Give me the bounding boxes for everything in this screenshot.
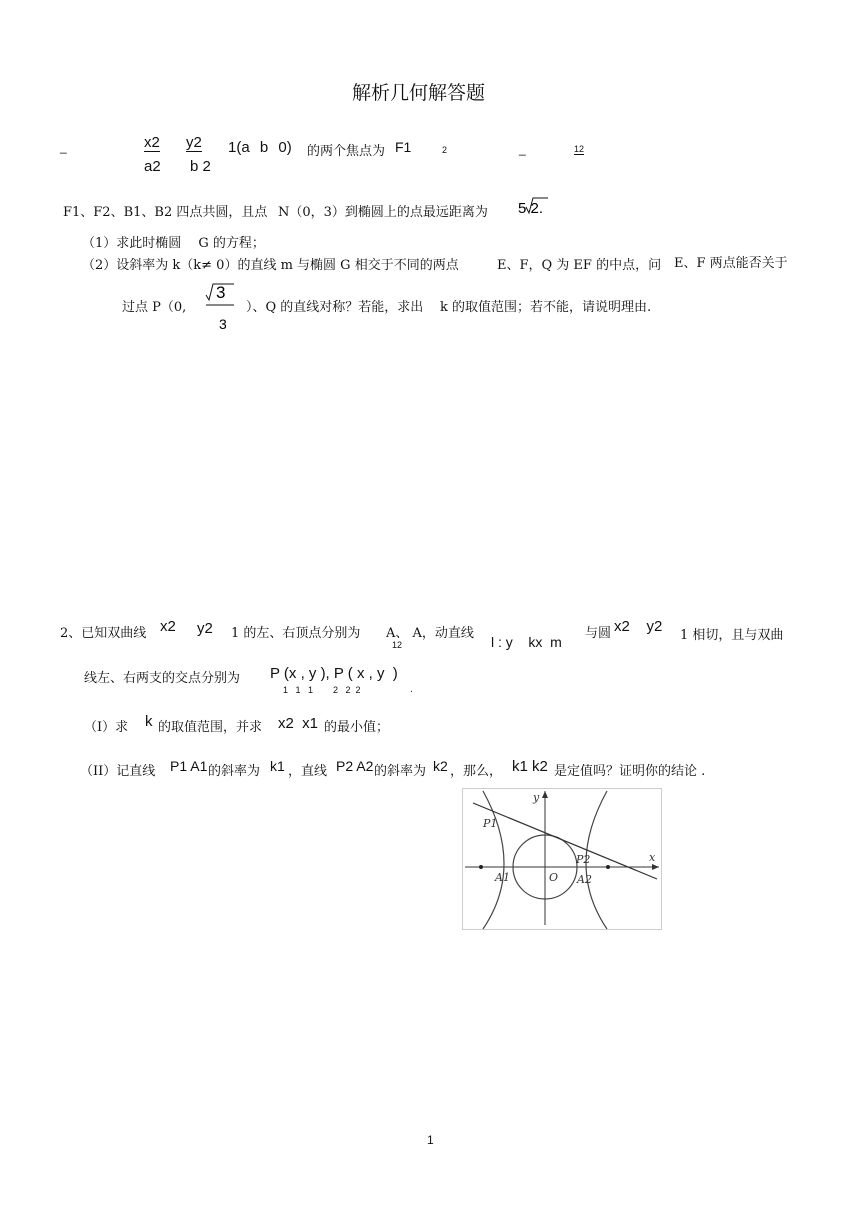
part2-label: （II）记直线 xyxy=(80,764,156,779)
p1-line2-text-a: F1、F2、B1、B2 四点共圆，且点 xyxy=(63,205,268,220)
hyperbola-y2: y2 xyxy=(197,620,213,637)
points-subscripts: 1 1 1 2 2 2 xyxy=(283,685,361,695)
p1-text-foci: 的两个焦点为 xyxy=(307,144,386,159)
tangent-line xyxy=(473,803,657,879)
label-y: y xyxy=(533,791,540,804)
page-number: 1 xyxy=(427,1133,434,1147)
vertices-subscripts: 12 xyxy=(392,640,403,650)
focus-f1: F1 xyxy=(395,139,412,155)
part1-text-b: 的取值范围，并求 xyxy=(158,720,263,735)
label-p2: P2 xyxy=(576,853,591,866)
question-2-line2-c: k 的取值范围；若不能，请说明理由. xyxy=(440,300,652,315)
frac1-numerator: x2 xyxy=(144,134,160,151)
part2-k1: k1 xyxy=(270,758,285,774)
frac2-denominator: b 2 xyxy=(190,158,211,175)
p2-line2-a: 线左、右两支的交点分别为 xyxy=(84,671,241,686)
subscript-12: 12 xyxy=(574,144,585,154)
part2-p1a1: P1 A1 xyxy=(170,758,208,774)
left-focus-dot xyxy=(479,865,483,869)
part1-label: （I）求 xyxy=(84,720,129,735)
p2-line1-d: 1 相切，且与双曲 xyxy=(680,628,784,643)
y-axis-arrow-icon xyxy=(542,791,548,798)
question-2-line2-a: 过点 P（0, xyxy=(122,300,187,315)
right-focus-dot xyxy=(606,865,610,869)
label-o: O xyxy=(549,871,559,884)
question-2-a: （2）设斜率为 k（k≠ 0）的直线 m 与椭圆 G 相交于不同的两点 xyxy=(82,258,459,273)
p2-line1-a: 2、已知双曲线 xyxy=(60,626,147,641)
p1-line2-text-b: N（0，3）到椭圆上的点最远距离为 xyxy=(278,205,488,220)
frac2-numerator: y2 xyxy=(186,134,202,151)
circle-eq: x2 y2 xyxy=(614,618,663,635)
sqrt-value-text: 5 2. xyxy=(518,200,544,217)
dash-mid: _ xyxy=(519,142,526,156)
period: . xyxy=(410,684,413,695)
part2-p2a2: P2 A2 xyxy=(336,758,374,774)
part2-text-c: ，直线 xyxy=(288,764,328,779)
fraction-sqrt3-over-3 xyxy=(204,278,240,334)
label-x: x xyxy=(649,851,656,864)
question-2-b: E、F，Q 为 EF 的中点，问 xyxy=(497,258,662,273)
p2-vertices: A、 A，动直线 xyxy=(386,626,474,641)
label-a2: A2 xyxy=(577,873,592,886)
question-1: （1）求此时椭圆 G 的方程； xyxy=(82,236,265,251)
part2-text-e: ，那么， xyxy=(450,764,503,779)
page-title: 解析几何解答题 xyxy=(352,82,486,104)
frac-denominator: 3 xyxy=(219,316,227,332)
frac1-denominator: a2 xyxy=(144,158,161,175)
part2-text-b: 的斜率为 xyxy=(208,764,261,779)
dash-left: _ xyxy=(60,140,67,154)
part2-text-f: 是定值吗？证明你的结论 . xyxy=(554,764,706,779)
label-a1: A1 xyxy=(495,871,510,884)
ellipse-condition: 1(a b 0) xyxy=(228,139,292,156)
part1-text-c: 的最小值； xyxy=(324,720,390,735)
label-p1: P1 xyxy=(483,817,498,830)
frac-numerator: 3 xyxy=(216,283,226,302)
part1-expr: x2 x1 xyxy=(278,715,319,732)
moving-line-eq: l : y kx m xyxy=(491,634,562,650)
part2-text-d: 的斜率为 xyxy=(374,764,427,779)
part1-k: k xyxy=(145,713,153,730)
p2-line1-c: 与圆 xyxy=(585,626,612,641)
hyperbola-circle-figure xyxy=(462,788,662,930)
part2-k2: k2 xyxy=(433,758,448,774)
part2-expr: k1 k2 xyxy=(512,758,548,775)
sqrt-value xyxy=(514,196,574,218)
question-2-c: E、F 两点能否关于 xyxy=(674,256,788,271)
subscript-2: 2 xyxy=(442,145,448,155)
intersection-points: P (x , y ), P ( x , y ) xyxy=(270,665,398,682)
x-axis-arrow-icon xyxy=(652,864,659,870)
question-2-line2-b: ）、Q 的直线对称？若能，求出 xyxy=(246,300,424,315)
p2-line1-b: 1 的左、右顶点分别为 xyxy=(231,626,361,641)
hyperbola-x2: x2 xyxy=(160,618,176,635)
